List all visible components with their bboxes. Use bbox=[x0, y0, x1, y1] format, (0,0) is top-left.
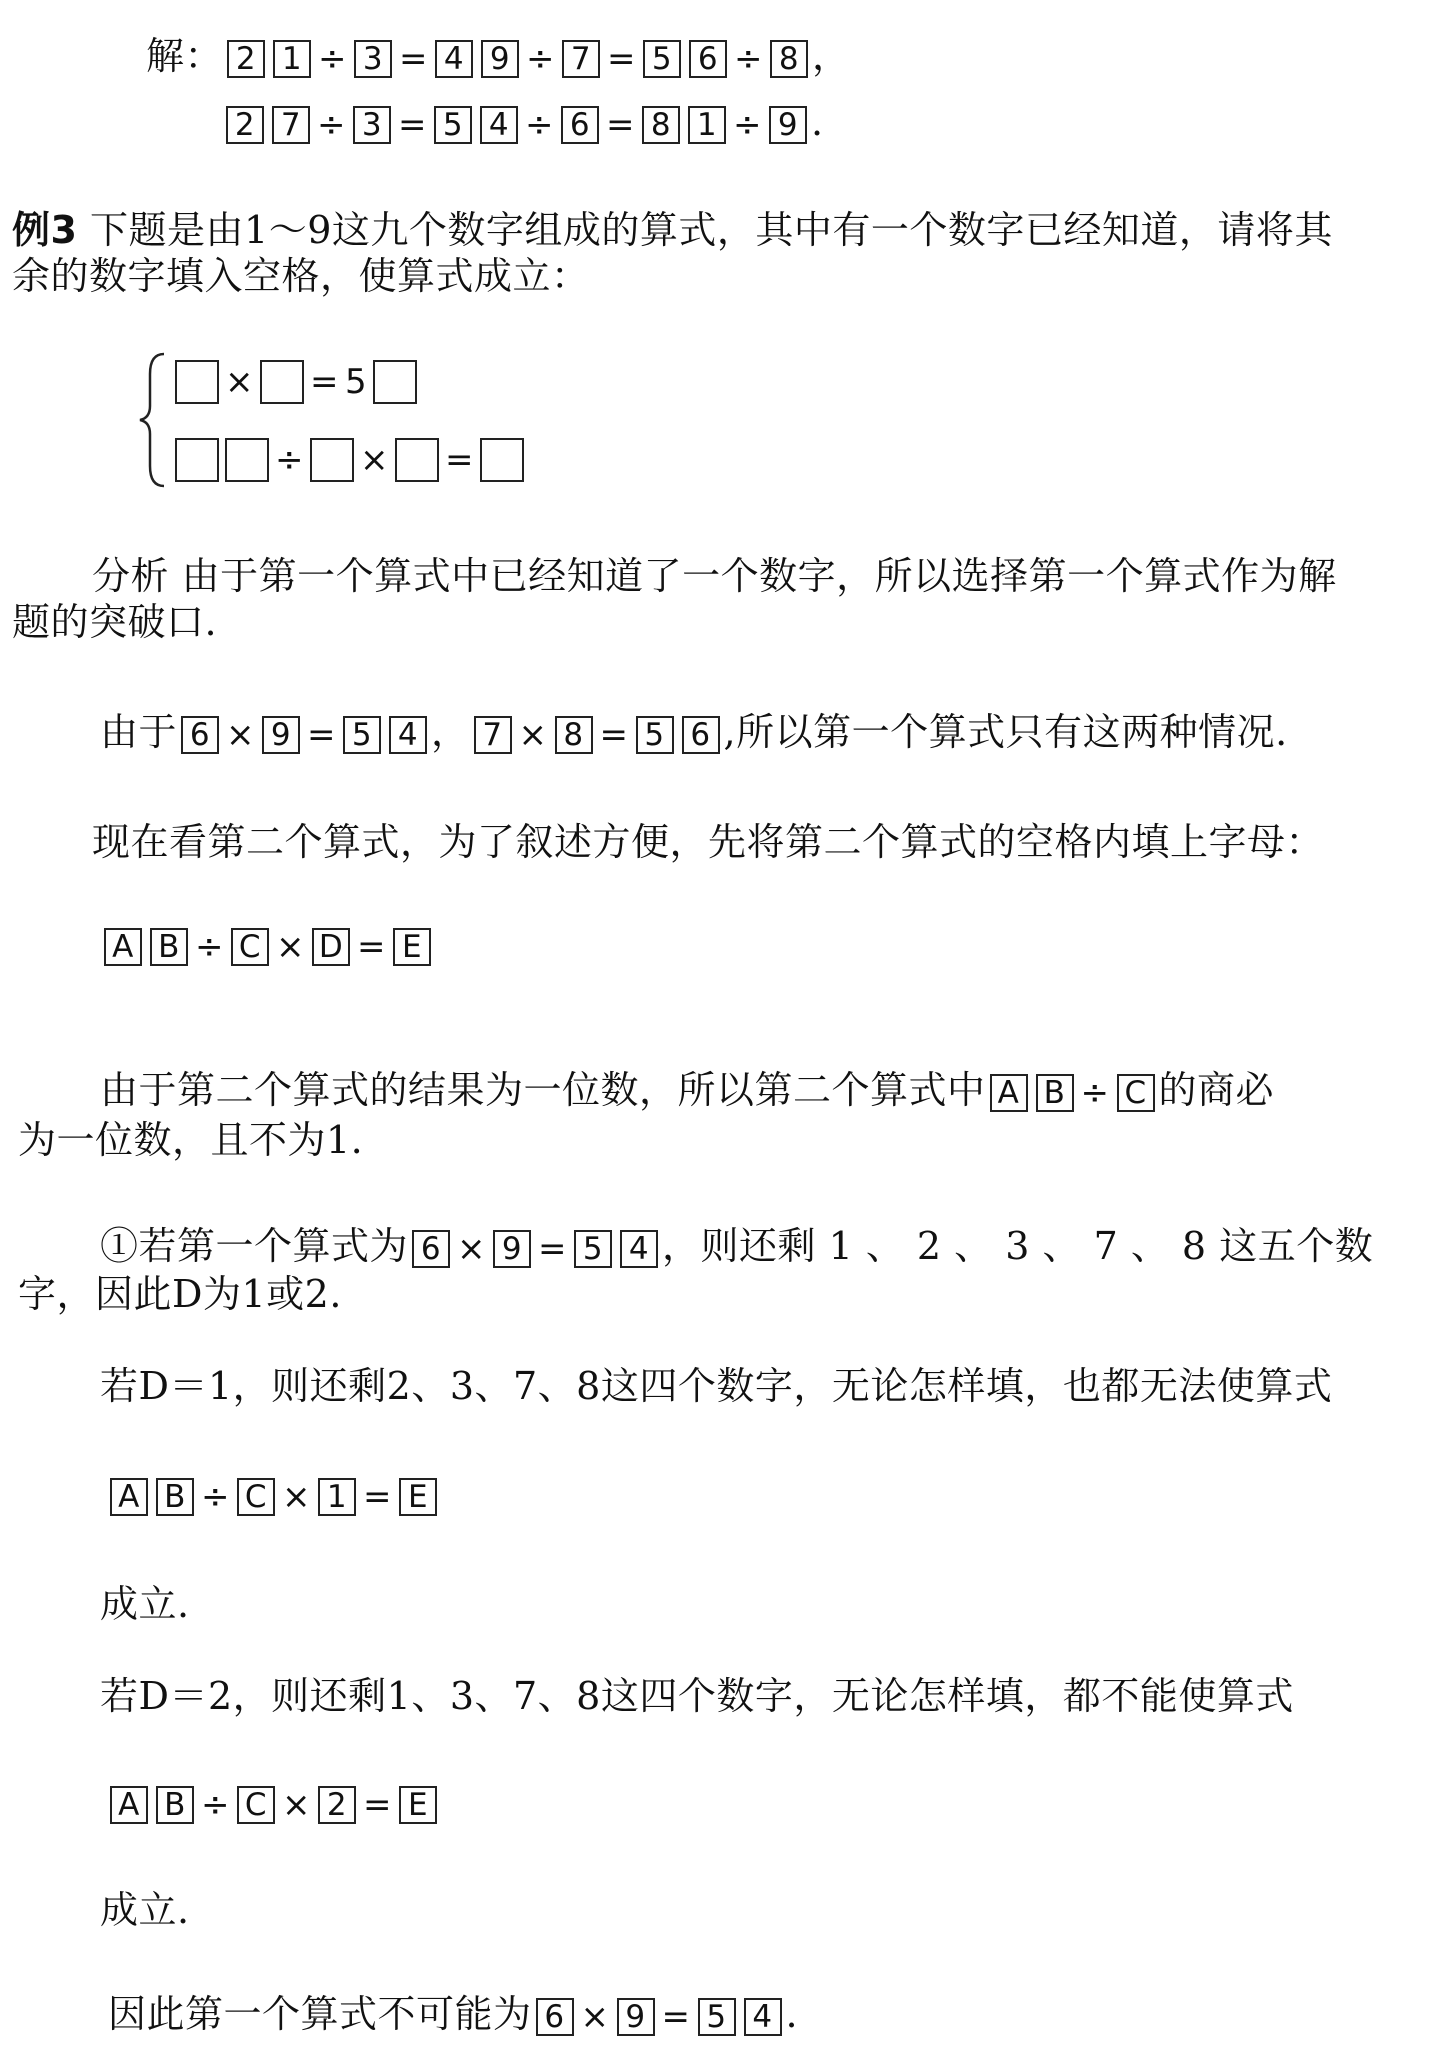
digit-box: B bbox=[1036, 1074, 1074, 1112]
operator: × bbox=[282, 1785, 311, 1825]
digit-box: 3 bbox=[354, 40, 392, 78]
d2-equation bbox=[106, 1781, 441, 1829]
conclusion-line bbox=[108, 1990, 798, 2041]
digit-box: 7 bbox=[562, 40, 600, 78]
digit-box: 1 bbox=[318, 1478, 356, 1516]
result-line-1 bbox=[100, 1066, 1274, 1117]
empty-box bbox=[310, 438, 354, 482]
system-eq-1 bbox=[172, 358, 420, 406]
digit-box: 6 bbox=[536, 1998, 574, 2036]
digit-box: 4 bbox=[480, 106, 518, 144]
digit-box: 6 bbox=[181, 716, 219, 754]
empty-box bbox=[480, 438, 524, 482]
digit-box: 9 bbox=[262, 716, 300, 754]
digit-box: A bbox=[104, 928, 142, 966]
operator: ÷ bbox=[526, 39, 556, 79]
result-text-2: 的商必 bbox=[1158, 1068, 1275, 1112]
conclusion-prefix: 因此第一个算式不可能为 bbox=[108, 1992, 532, 2036]
digit-box: 7 bbox=[272, 106, 310, 144]
d1-equation-line bbox=[106, 1470, 441, 1521]
operator: × bbox=[518, 715, 548, 755]
example-label: 例3 bbox=[12, 208, 78, 252]
case1-line-2: 字，因此D为1或2. bbox=[18, 1272, 342, 1316]
conclusion-end: . bbox=[785, 1992, 799, 2036]
digit-box: 5 bbox=[698, 1998, 736, 2036]
digit-box: B bbox=[150, 928, 188, 966]
digit-box: A bbox=[990, 1074, 1028, 1112]
operator: × bbox=[360, 440, 389, 480]
digit-box: 4 bbox=[389, 716, 427, 754]
operator: = bbox=[538, 1229, 568, 1269]
operator: = bbox=[607, 39, 637, 79]
digit-box: 8 bbox=[555, 716, 593, 754]
digit-box: 5 bbox=[343, 716, 381, 754]
operator: × bbox=[226, 715, 256, 755]
operator: ÷ bbox=[317, 105, 346, 145]
operator: = bbox=[310, 362, 339, 402]
d2-text: 若D＝2，则还剩1、3、7、8这四个数字，无论怎样填，都不能使算式 bbox=[100, 1674, 1294, 1718]
solution-line-2 bbox=[222, 98, 824, 149]
empty-box bbox=[395, 438, 439, 482]
d2-end: 成立. bbox=[100, 1888, 190, 1932]
operator: = bbox=[357, 927, 386, 967]
cases-line bbox=[100, 708, 1288, 759]
d1-text: 若D＝1，则还剩2、3、7、8这四个数字，无论怎样填，也都无法使算式 bbox=[100, 1364, 1333, 1408]
case1-line-1 bbox=[100, 1222, 1373, 1273]
operator: = bbox=[399, 39, 429, 79]
empty-box bbox=[175, 360, 219, 404]
digit-box: C bbox=[1117, 1074, 1155, 1112]
system-equation-1 bbox=[172, 358, 420, 415]
digit-box: 8 bbox=[642, 106, 680, 144]
digit-box: 1 bbox=[688, 106, 726, 144]
digit-box: C bbox=[237, 1478, 275, 1516]
empty-box bbox=[260, 360, 304, 404]
operator: ÷ bbox=[201, 1477, 230, 1517]
digit-box: 4 bbox=[744, 1998, 782, 2036]
solution-equation-2 bbox=[222, 101, 811, 149]
digit-box: 5 bbox=[434, 106, 472, 144]
digit-box: 4 bbox=[435, 40, 473, 78]
operator: = bbox=[661, 1997, 691, 2037]
operator: = bbox=[363, 1785, 392, 1825]
system-equation-2 bbox=[172, 436, 527, 493]
result-line-2: 为一位数，且不为1. bbox=[18, 1118, 364, 1162]
system-brace bbox=[138, 350, 168, 490]
digit-box: A bbox=[110, 1786, 148, 1824]
digit-box: C bbox=[237, 1786, 275, 1824]
analysis-line-1: 分析 由于第一个算式中已经知道了一个数字，所以选择第一个算式作为解 bbox=[92, 554, 1337, 598]
digit-box: E bbox=[393, 928, 431, 966]
empty-box bbox=[225, 438, 269, 482]
digit-box: 2 bbox=[226, 106, 264, 144]
digit-box: 1 bbox=[273, 40, 311, 78]
digit-box: 6 bbox=[689, 40, 727, 78]
operator: ÷ bbox=[525, 105, 554, 145]
letters-equation bbox=[100, 923, 435, 971]
digit-box: 9 bbox=[481, 40, 519, 78]
operator: = bbox=[307, 715, 337, 755]
digit-box: 9 bbox=[617, 1998, 655, 2036]
digit-box: 5 bbox=[636, 716, 674, 754]
operator: ÷ bbox=[195, 927, 224, 967]
case1-suffix: ，则还剩 1 、 2 、 3 、 7 、 8 这五个数 bbox=[662, 1224, 1374, 1268]
d2-equation-line bbox=[106, 1778, 441, 1829]
operator: = bbox=[398, 105, 427, 145]
case-a-equation bbox=[177, 711, 431, 759]
operator: × bbox=[282, 1477, 311, 1517]
example-text-1: 下题是由1～9这九个数字组成的算式，其中有一个数字已经知道，请将其 bbox=[77, 208, 1333, 252]
operator: ÷ bbox=[201, 1785, 230, 1825]
digit-box: 9 bbox=[493, 1230, 531, 1268]
digit-box: 6 bbox=[412, 1230, 450, 1268]
digit-box: D bbox=[312, 928, 350, 966]
digit-box: 6 bbox=[682, 716, 720, 754]
solution-equation-1 bbox=[223, 35, 812, 83]
solution-row1-end: ， bbox=[812, 34, 851, 78]
operator: ÷ bbox=[275, 440, 304, 480]
operator: × bbox=[580, 1997, 610, 2037]
digit-box: 4 bbox=[620, 1230, 658, 1268]
digit-box: 2 bbox=[318, 1786, 356, 1824]
solution-row2-end: . bbox=[811, 100, 824, 144]
digit-box: C bbox=[231, 928, 269, 966]
digit-box: 2 bbox=[227, 40, 265, 78]
cases-suffix: ,所以第一个算式只有这两种情况. bbox=[723, 710, 1288, 754]
result-equation bbox=[986, 1069, 1159, 1117]
digit-box: 7 bbox=[474, 716, 512, 754]
digit-box: E bbox=[399, 1478, 437, 1516]
case1-prefix: ①若第一个算式为 bbox=[100, 1224, 409, 1268]
case1-equation bbox=[408, 1225, 662, 1273]
case-b-equation bbox=[470, 711, 724, 759]
digit-box: 5 bbox=[574, 1230, 612, 1268]
digit-box: B bbox=[156, 1786, 194, 1824]
digit-box: 8 bbox=[770, 40, 808, 78]
operator: × bbox=[457, 1229, 487, 1269]
operator: ÷ bbox=[733, 105, 762, 145]
cases-separator: ， bbox=[431, 710, 470, 754]
empty-box bbox=[373, 360, 417, 404]
operator: ÷ bbox=[318, 39, 348, 79]
example-line-2: 余的数字填入空格，使算式成立： bbox=[12, 254, 590, 298]
solution-prefix: 解： bbox=[146, 34, 224, 78]
digit-box: E bbox=[399, 1786, 437, 1824]
digit-box: A bbox=[110, 1478, 148, 1516]
operator: = bbox=[599, 715, 629, 755]
operator: × bbox=[225, 362, 254, 402]
solution-line-1 bbox=[146, 32, 851, 83]
operator: ÷ bbox=[1080, 1073, 1110, 1113]
digit-box: 6 bbox=[561, 106, 599, 144]
example-line-1 bbox=[12, 206, 1333, 254]
conclusion-equation bbox=[532, 1993, 786, 2041]
operator: = bbox=[606, 105, 635, 145]
operator: = bbox=[445, 440, 474, 480]
digit-box: 9 bbox=[769, 106, 807, 144]
letters-line bbox=[100, 920, 435, 971]
operator: = bbox=[363, 1477, 392, 1517]
cases-prefix: 由于 bbox=[100, 710, 178, 754]
operator: ÷ bbox=[734, 39, 764, 79]
d1-equation bbox=[106, 1473, 441, 1521]
digit-box: 3 bbox=[353, 106, 391, 144]
system-eq-2 bbox=[172, 436, 527, 484]
operator: × bbox=[276, 927, 305, 967]
result-text-1: 由于第二个算式的结果为一位数，所以第二个算式中 bbox=[100, 1068, 986, 1112]
note-line: 现在看第二个算式，为了叙述方便，先将第二个算式的空格内填上字母： bbox=[92, 820, 1325, 864]
d1-end: 成立. bbox=[100, 1582, 190, 1626]
known-digit: 5 bbox=[345, 362, 368, 402]
empty-box bbox=[175, 438, 219, 482]
digit-box: B bbox=[156, 1478, 194, 1516]
digit-box: 5 bbox=[643, 40, 681, 78]
analysis-line-2: 题的突破口. bbox=[12, 600, 218, 644]
